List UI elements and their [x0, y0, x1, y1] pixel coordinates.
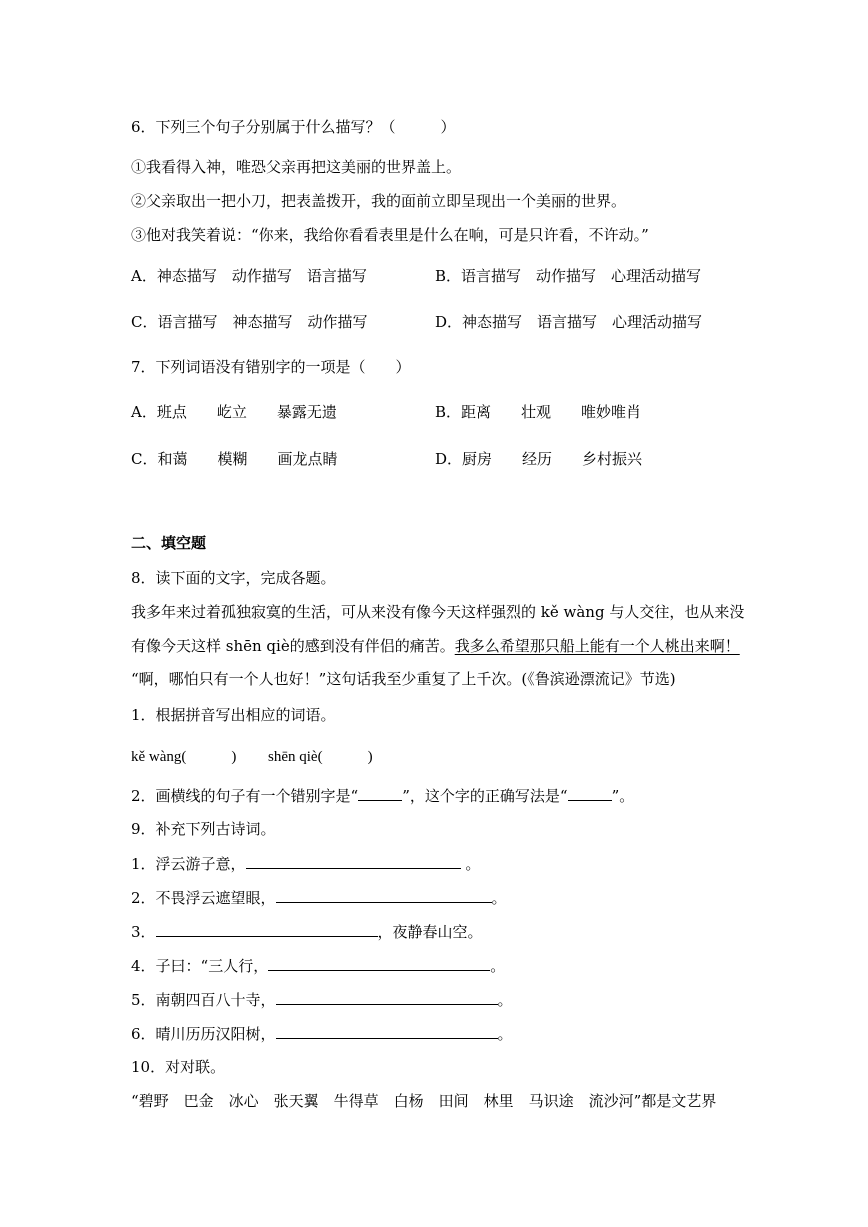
poem-blank-1[interactable] [246, 853, 461, 869]
poem-line-3-number: 3． [131, 923, 156, 941]
question-6-option-d: D．神态描写 语言描写 心理活动描写 [435, 313, 703, 331]
poem-line-1 [131, 853, 480, 874]
question-8-stem: 8．读下面的文字，完成各题。 [131, 569, 336, 587]
poem-blank-4[interactable] [268, 955, 490, 971]
question-6-option-a: A．神态描写 动作描写 语言描写 [131, 267, 367, 285]
poem-blank-5[interactable] [276, 989, 498, 1005]
poem-line-5-end: 。 [497, 991, 513, 1009]
underlined-sentence: 我多么希望那只船上能有一个人桃出来啊！ [454, 637, 740, 655]
poem-line-3 [131, 921, 483, 942]
question-8-subquestion-2 [131, 785, 634, 806]
poem-line-6-text: 6．晴川历历汉阳树， [131, 1025, 276, 1043]
question-6-option-b: B．语言描写 动作描写 心理活动描写 [435, 267, 702, 285]
poem-line-6-end: 。 [497, 1025, 513, 1043]
poem-blank-6[interactable] [276, 1023, 498, 1039]
question-8-passage-line-1: 我多年来过着孤独寂寞的生活，可从来没有像今天这样强烈的 kě wàng 与人交往，也从来没 [131, 603, 745, 621]
question-7-option-d: D．厨房 经历 乡村振兴 [435, 450, 643, 468]
question-8-passage-line-2 [131, 636, 740, 656]
question-6-sentence-1: ①我看得入神，唯恐父亲再把这美丽的世界盖上。 [131, 158, 462, 176]
poem-line-5 [131, 989, 513, 1010]
subquestion-2-text-b: ”，这个字的正确写法是“ [402, 787, 568, 805]
question-7-option-a: A．班点 屹立 暴露无遗 [131, 403, 337, 421]
question-6-option-c: C．语言描写 神态描写 动作描写 [131, 313, 368, 331]
pinyin-answer-1: kě wàng( ) [131, 749, 237, 765]
question-8-passage-line-3: “啊，哪怕只有一个人也好！”这句话我至少重复了上千次。(《鲁滨逊漂流记》节选) [131, 670, 676, 688]
question-10-line-1: “碧野 巴金 冰心 张天翼 牛得草 白杨 田间 林里 马识途 流沙河”都是文艺界 [131, 1092, 717, 1110]
pinyin-answer-2: shēn qiè( ) [268, 749, 373, 765]
question-7-stem: 7．下列词语没有错别字的一项是（ ） [131, 358, 411, 376]
poem-line-1-end: 。 [460, 855, 481, 873]
question-6-sentence-2: ②父亲取出一把小刀，把表盖拨开，我的面前立即呈现出一个美丽的世界。 [131, 192, 627, 210]
poem-line-5-text: 5．南朝四百八十寺， [131, 991, 276, 1009]
subquestion-2-text-c: ”。 [611, 787, 635, 805]
poem-line-1-text: 1．浮云游子意， [131, 855, 246, 873]
wrong-char-blank[interactable] [358, 785, 402, 801]
poem-line-4-text: 4．子曰：“三人行， [131, 957, 269, 975]
section-2-heading: 二、填空题 [131, 534, 207, 552]
question-7-option-c: C．和蔼 模糊 画龙点睛 [131, 450, 338, 468]
poem-blank-2[interactable] [276, 887, 492, 903]
question-9-stem: 9．补充下列古诗词。 [131, 820, 276, 838]
question-7-option-b: B．距离 壮观 唯妙唯肖 [435, 403, 642, 421]
poem-line-4 [131, 955, 505, 976]
question-6-sentence-3: ③他对我笑着说：“你来，我给你看看表里是什么在响，可是只许看，不许动。” [131, 226, 649, 244]
question-10-stem: 10．对对联。 [131, 1058, 226, 1076]
poem-line-6 [131, 1023, 513, 1044]
question-8-subquestion-1: 1．根据拼音写出相应的词语。 [131, 706, 336, 724]
question-6-stem: 6．下列三个句子分别属于什么描写？（ ） [131, 118, 456, 136]
poem-line-4-end: 。 [490, 957, 506, 975]
poem-line-2-text: 2．不畏浮云遮望眼， [131, 889, 276, 907]
passage-text: 有像今天这样 shēn qiè的感到没有伴侣的痛苦。 [131, 637, 455, 655]
poem-line-3-text: ，夜静春山空。 [377, 923, 483, 941]
poem-blank-3[interactable] [156, 921, 378, 937]
correct-char-blank[interactable] [568, 785, 612, 801]
subquestion-2-text-a: 2．画横线的句子有一个错别字是“ [131, 787, 359, 805]
poem-line-2 [131, 887, 507, 908]
poem-line-2-end: 。 [491, 889, 507, 907]
